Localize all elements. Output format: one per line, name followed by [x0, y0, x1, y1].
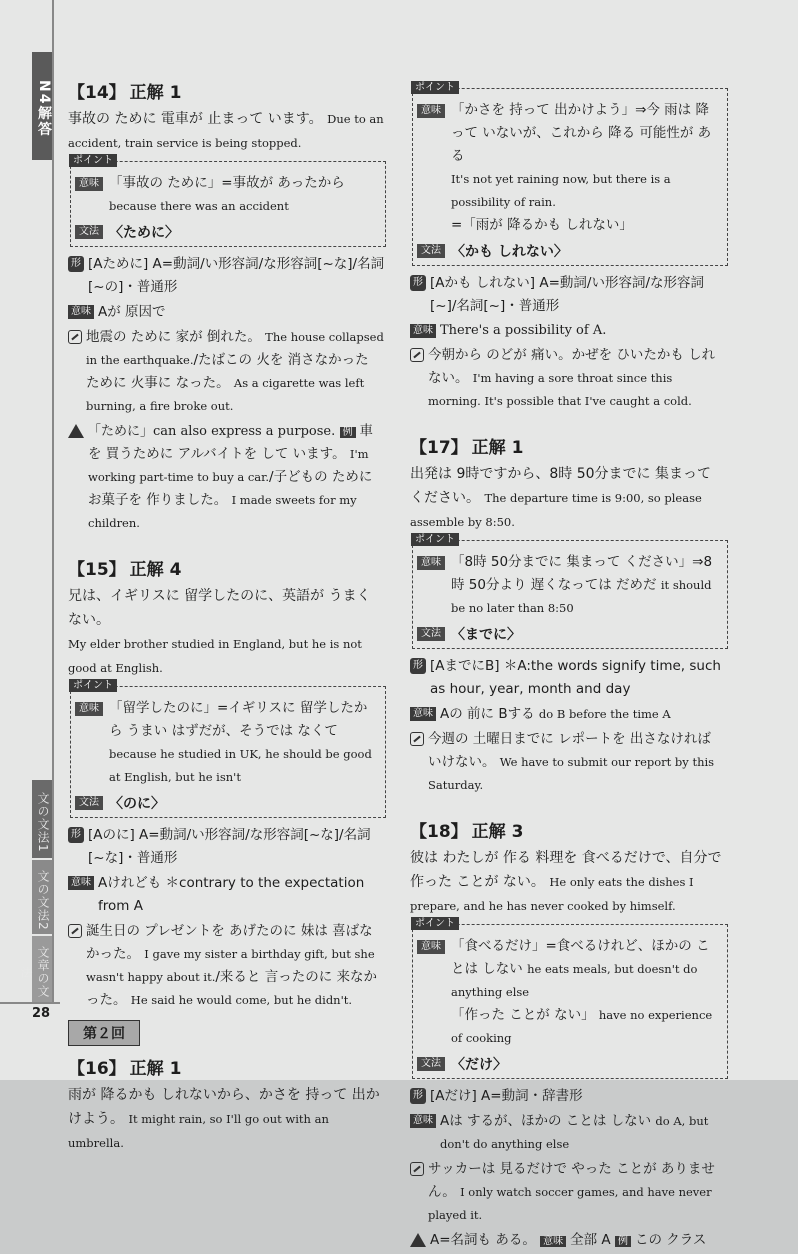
page-number: 28	[32, 1006, 51, 1021]
q15-point-box: ポイント 意味 「留学したのに」=イギリスに 留学したから うまい はずだが、そうでは なくて because he studied in UK, he should be good at English, but he isn't 文法 〈のに〉	[70, 686, 386, 818]
imi-label: 意味	[68, 876, 94, 890]
imi-label: 意味	[75, 702, 103, 716]
imi-label: 意味	[417, 104, 445, 118]
margin-rule	[52, 0, 54, 1002]
q16-sentence: 雨が 降るかも しれないから、かさを 持って 出かけよう。 It might rain, so I'll go out with an umbrella.	[68, 1087, 380, 1150]
pencil-icon	[68, 330, 82, 344]
q14-note: 「ために」can also express a purpose. 例 車を 買うために アルバイトを して います。 I'm working part-time to buy a car./子どもの ために お菓子を 作りました。 I made sweets for my children.	[68, 420, 386, 535]
q16-point-box: ポイント 意味 「かさを 持って 出かけよう」⇒今 雨は 降って いないが、これから 降る 可能性が ある It's not yet raining now, but there is a possibility of rain. =「雨が 降るかも しれない」 文法 〈かも しれない〉	[412, 88, 728, 266]
section-2-heading: 第２回	[68, 1020, 140, 1046]
q18-sentence: 彼は わたしが 作る 料理を 食べるだけで、自分で 作った ことが ない。 He only eats the dishes I prepare, and he has never cooked by himself.	[410, 850, 722, 913]
q15-example: 誕生日の プレゼントを あげたのに 妹は 喜ばなかった。 I gave my sister a birthday gift, but she wasn't happy about it./来ると 言ったのに 来なかった。 He said he would come, but he didn't.	[68, 920, 386, 1012]
q16-example: 今朝から のどが 痛い。かぜを ひいたかも しれない。 I'm having a sore throat since this morning. It's possible that I've caught a cold.	[410, 344, 728, 413]
q18-example: サッカーは 見るだけで やった ことが ありません。 I only watch soccer games, and have never played it.	[410, 1158, 728, 1227]
bunpo-label: 文法	[417, 1057, 445, 1071]
point-label: ポイント	[69, 154, 117, 167]
q15-heading: 【15】 正解 4	[68, 560, 182, 580]
side-tab-bunpo2: 文の文法2	[32, 860, 52, 934]
q17-point-box: ポイント 意味 「8時 50分までに 集まって ください」⇒8時 50分より 遅くなっては だめだ it should be no later than 8:50 文法 〈までに〉	[412, 540, 728, 649]
right-column	[410, 82, 728, 1254]
imi-label: 意味	[417, 940, 445, 954]
imi-label: 意味	[68, 305, 94, 319]
side-tab-bunpo1: 文の文法1	[32, 780, 52, 858]
q15-sentence: 兄は、イギリスに 留学したのに、英語が うまく ない。 My elder brother studied in England, but he is not good at English.	[68, 588, 371, 675]
pencil-icon	[410, 348, 424, 362]
kei-icon: 形	[410, 1088, 426, 1104]
point-label: ポイント	[69, 679, 117, 692]
point-label: ポイント	[411, 533, 459, 546]
q17-form: 形 [AまでにB] ＊A:the words signify time, such as hour, year, month and day	[410, 655, 728, 701]
q14-sentence: 事故の ために 電車が 止まって います。 Due to an accident, train service is being stopped.	[68, 111, 384, 150]
warning-icon	[68, 424, 84, 438]
bunpo-label: 文法	[75, 225, 103, 239]
q14-form: 形 [Aために] A=動詞/い形容詞/な形容詞[~な]/名詞[~の]・普通形	[68, 253, 386, 299]
q18-heading: 【18】 正解 3	[410, 822, 524, 842]
imi-label: 意味	[75, 177, 103, 191]
q18-point-box: ポイント 意味 「食べるだけ」=食べるけれど、ほかの ことは しない he eats meals, but doesn't do anything else 「作った ことが ない」 have no experience of cooking 文法 〈だけ〉	[412, 924, 728, 1079]
side-tab-bunsho: 文章の文法	[32, 936, 52, 1002]
margin-rule-bottom	[0, 1002, 60, 1004]
imi-label: 意味	[410, 1114, 436, 1128]
point-label: ポイント	[411, 81, 459, 94]
q16-form: 形 [Aかも しれない] A=動詞/い形容詞/な形容詞[~]/名詞[~]・普通形	[410, 272, 728, 318]
point-label: ポイント	[411, 917, 459, 930]
q15-form: 形 [Aのに] A=動詞/い形容詞/な形容詞[~な]/名詞[~な]・普通形	[68, 824, 386, 870]
q16-heading: 【16】 正解 1	[68, 1059, 182, 1079]
imi-label: 意味	[410, 707, 436, 721]
warning-icon	[410, 1233, 426, 1247]
q17-sentence: 出発は 9時ですから、8時 50分までに 集まって ください。 The departure time is 9:00, so please assemble by 8:50.	[410, 466, 711, 529]
q14-example: 地震の ために 家が 倒れた。 The house collapsed in the earthquake./たばこの 火を 消さなかった ために 火事に なった。 As a cigarette was left burning, a fire broke out.	[68, 326, 386, 418]
kei-icon: 形	[410, 275, 426, 291]
bunpo-label: 文法	[75, 796, 103, 810]
q16-meaning: 意味 There's a possibility of A.	[410, 320, 728, 342]
q14-meaning: 意味 Aが 原因で	[68, 301, 386, 324]
q14-heading: 【14】 正解 1	[68, 83, 182, 103]
n4-answer-tab: N4解答	[32, 52, 52, 160]
q17-heading: 【17】 正解 1	[410, 438, 524, 458]
pencil-icon	[410, 732, 424, 746]
q18-form: 形 [Aだけ] A=動詞・辞書形	[410, 1085, 728, 1108]
kei-icon: 形	[68, 256, 84, 272]
bunpo-label: 文法	[417, 627, 445, 641]
kei-icon: 形	[68, 827, 84, 843]
q18-note: A=名詞も ある。 意味 全部 A 例 この クラス	[410, 1229, 728, 1252]
kei-icon: 形	[410, 658, 426, 674]
imi-label: 意味	[417, 556, 445, 570]
q17-meaning: 意味 Aの 前に Bする do B before the time A	[410, 703, 728, 726]
pencil-icon	[410, 1162, 424, 1176]
q14-point-box: ポイント 意味 「事故の ために」=事故が あったから because there was an accident 文法 〈ために〉	[70, 161, 386, 247]
q18-meaning: 意味 Aは するが、ほかの ことは しない do A, but don't do anything else	[410, 1110, 728, 1156]
q15-meaning: 意味 Aけれども ＊contrary to the expectation from A	[68, 872, 386, 918]
pencil-icon	[68, 924, 82, 938]
left-column	[68, 78, 386, 1155]
imi-label: 意味	[410, 324, 436, 338]
q17-example: 今週の 土曜日までに レポートを 出さなければ いけない。 We have to submit our report by this Saturday.	[410, 728, 728, 797]
bunpo-label: 文法	[417, 244, 445, 258]
